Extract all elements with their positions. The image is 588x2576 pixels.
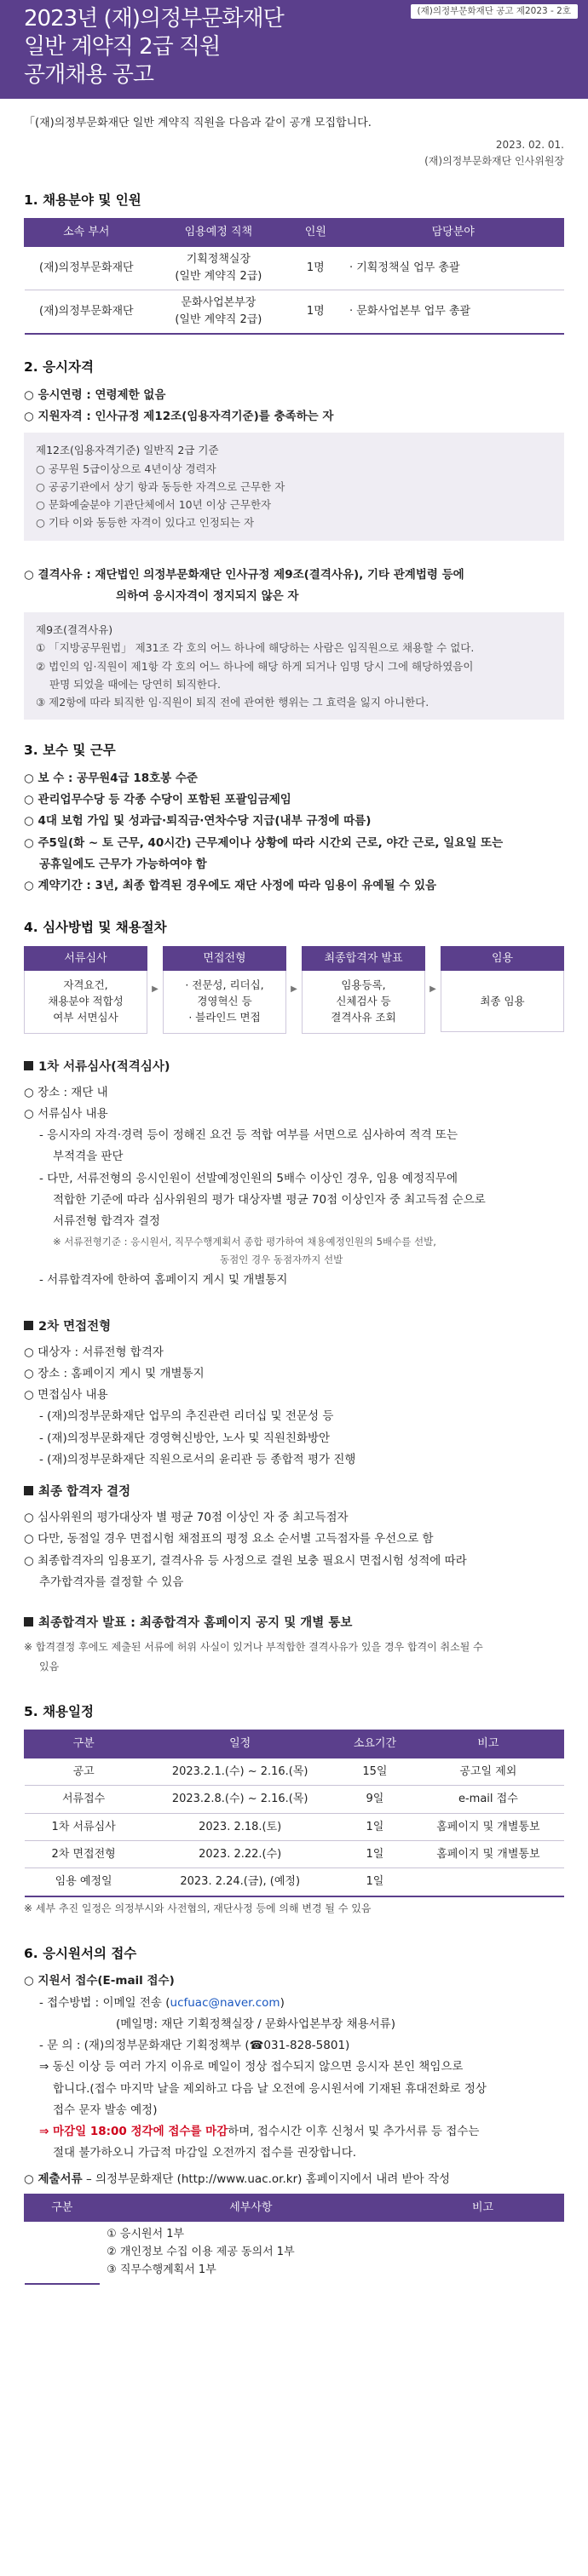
flow-step-title: 임용 <box>441 946 564 971</box>
flow-step-title: 서류심사 <box>24 946 147 971</box>
subsection-label: 2차 면접전형 <box>38 1319 112 1334</box>
subsection-label: 최종합격자 발표 : 최종합격자 홈페이지 공지 및 개별 통보 <box>38 1616 353 1631</box>
flow-text: 채용분야 적합성 <box>48 995 124 1008</box>
table-header: 소요기간 <box>337 1730 413 1758</box>
document-item: ② 개인정보 수집 이용 제공 동의서 1부 <box>107 2246 295 2259</box>
table-row <box>25 1758 564 1785</box>
table-cell: 2023. 2.18.(토) <box>143 1813 337 1840</box>
text-line: ○ 장소 : 홈페이지 게시 및 개별통지 <box>24 1366 205 1380</box>
section-title: 5. 채용일정 <box>24 1703 94 1719</box>
intro-text: 「(재)의정부문화재단 일반 계약직 직원을 다음과 같이 공개 모집합니다. <box>24 117 372 129</box>
table-cell: 2023. 2.22.(수) <box>143 1841 337 1868</box>
qualification-box <box>24 433 564 540</box>
footnote-line: ※ 합격결정 후에도 제출된 서류에 허위 사실이 있거나 부적합한 결격사유가 있을 경우 합격이 취소될 수 <box>24 1641 483 1654</box>
text-line: 적합한 기준에 따라 심사위원의 평가 대상자별 평균 70점 이상인자 중 최고득점 순으로 <box>53 1192 486 1207</box>
text-line: 서류전형 합격자 결정 <box>53 1214 160 1229</box>
disqualification-line: 의하여 응시자격이 정지되지 않은 자 <box>116 588 299 603</box>
text-line: ⇒ 동신 이상 등 여러 가지 이유로 메일이 정상 접수되지 않으면 응시자 본인 책임으로 <box>39 2060 464 2074</box>
table-cell: 1차 서류심사 <box>25 1813 143 1840</box>
arrow-icon: ▶ <box>429 984 436 995</box>
text-line: 합니다.(접수 마지막 날을 제외하고 다음 날 오전에 응시원서에 기재된 휴대전화로 정상 <box>53 2081 487 2096</box>
flow-text: · 전문성, 리더십, <box>185 978 264 992</box>
table-row <box>25 2222 564 2284</box>
position-grade: (일반 계약직 2급) <box>175 269 262 283</box>
square-bullet-icon <box>24 1321 33 1330</box>
title-line: 2023년 (재)의정부문화재단 <box>24 6 284 32</box>
schedule-table <box>24 1730 564 1897</box>
table-cell: (재)의정부문화재단 <box>25 290 149 334</box>
table-header: 구분 <box>25 2194 101 2221</box>
documents-line <box>24 2170 564 2189</box>
flow-step-title: 최종합격자 발표 <box>302 946 425 971</box>
text-span: ) <box>280 1995 285 2010</box>
table-cell <box>148 290 289 334</box>
disqualification-line: ○ 결격사유 : 재단법인 의정부문화재단 인사규정 제9조(결격사유), 기타 관계법령 등에 <box>24 567 464 582</box>
flow-text: · 블라인드 면접 <box>188 1010 261 1024</box>
signer: (재)의정부문화재단 인사위원장 <box>424 155 564 168</box>
title-line: 일반 계약직 2급 직원 <box>24 33 221 60</box>
table-header: 인원 <box>289 219 343 246</box>
flow-text: 여부 서면심사 <box>53 1010 118 1024</box>
pay-line: 공휴일에도 근무가 가능하여야 함 <box>39 857 207 871</box>
square-bullet-icon <box>24 1486 33 1495</box>
text-line: - (재)의정부문화재단 업무의 추진관련 리더십 및 전문성 등 <box>39 1409 334 1424</box>
flow-text: 결격사유 조회 <box>331 1010 396 1024</box>
table-cell: 임용 예정일 <box>25 1868 143 1896</box>
section-title: 3. 보수 및 근무 <box>24 743 116 759</box>
footnote-line: 동점인 경우 동점자까지 선발 <box>220 1254 343 1266</box>
box-line: ① 「지방공무원법」 제31조 각 호의 어느 하나에 해당하는 사람은 임직원으로 채용할 수 없다. <box>36 641 475 655</box>
box-line: ○ 기타 이와 동등한 자격이 있다고 인정되는 자 <box>36 516 255 530</box>
announce-date: 2023. 02. 01. <box>495 139 564 152</box>
table-cell: (재)의정부문화재단 <box>25 246 149 290</box>
text-line: ○ 지원서 접수(E-mail 접수) <box>24 1974 175 1988</box>
text-line: ○ 서류심사 내용 <box>24 1106 108 1121</box>
position-name: 문화사업본부장 <box>181 295 257 309</box>
email-link[interactable]: ucfuac@naver.com <box>170 1995 280 2010</box>
flow-text: 경영혁신 등 <box>197 995 252 1008</box>
pay-line: ○ 4대 보험 가입 및 성과급·퇴직금·연차수당 지급(내부 규정에 따름) <box>24 814 372 829</box>
position-grade: (일반 계약직 2급) <box>175 313 262 327</box>
flow-text: 신체검사 등 <box>336 995 391 1008</box>
box-line: ③ 제2항에 따라 퇴직한 임·직원이 퇴직 전에 관여한 행위는 그 효력을 잃지 아니한다. <box>36 696 429 709</box>
square-bullet-icon <box>24 1061 33 1070</box>
footnote-line: ※ 서류전형기준 : 응시원서, 직무수행계획서 종합 평가하여 채용예정인원의 5배수를 선발, <box>53 1235 436 1248</box>
text-line: ○ 최종합격자의 임용포기, 결격사유 등 사정으로 결원 보충 필요시 면접시험 성적에 따라 <box>24 1553 467 1568</box>
deadline-highlight: ⇒ 마감일 18:00 정각에 접수를 마감 <box>39 2125 228 2139</box>
document-item: ③ 직무수행계획서 1부 <box>107 2263 216 2276</box>
box-line: ○ 공무원 5급이상으로 4년이상 경력자 <box>36 462 216 475</box>
pay-line: ○ 관리업무수당 등 각종 수당이 포함된 포괄임금제임 <box>24 793 291 807</box>
table-cell: 1명 <box>289 290 343 334</box>
flow-step <box>163 946 286 1034</box>
table-header: 임용예정 직책 <box>148 219 289 246</box>
pay-line: ○ 계약기간 : 3년, 최종 합격된 경우에도 재단 사정에 따라 임용이 유예될 수 있음 <box>24 879 437 893</box>
flow-step-body <box>24 971 147 1033</box>
table-cell: 1일 <box>337 1813 413 1840</box>
text-line: - (재)의정부문화재단 경영혁신방안, 노사 및 직원친화방안 <box>39 1431 331 1445</box>
subsection-title <box>24 1614 564 1634</box>
flow-text: 자격요건, <box>63 978 108 992</box>
table-header: 비고 <box>402 2194 564 2221</box>
table-row <box>25 290 564 334</box>
text-line: - 다만, 서류전형의 응시인원이 선발예정인원의 5배수 이상인 경우, 임용 예정직무에 <box>39 1171 458 1185</box>
hero-banner <box>0 0 588 99</box>
flow-step-body <box>441 971 564 1032</box>
table-header: 세부사항 <box>100 2194 401 2221</box>
table-header: 일정 <box>143 1730 337 1758</box>
table-cell <box>412 1868 563 1896</box>
position-name: 기획정책실장 <box>186 252 251 266</box>
age-line: ○ 응시연령 : 연령제한 없음 <box>24 387 166 402</box>
date-block <box>24 137 564 169</box>
text-span: - 접수방법 : 이메일 전송 ( <box>39 1995 170 2010</box>
subsection-label: 최종 합격자 결정 <box>38 1485 131 1500</box>
disqualification-box <box>24 612 564 720</box>
table-cell: 1일 <box>337 1868 413 1896</box>
text-line: 추가합격자를 결정할 수 있음 <box>39 1575 184 1589</box>
text-line: 부적격을 판단 <box>53 1150 124 1164</box>
table-cell: 2차 면접전형 <box>25 1841 143 1868</box>
subsection-title <box>24 1483 564 1503</box>
subsection-label: 1차 서류심사(적격심사) <box>38 1059 170 1074</box>
process-flow <box>24 946 564 1034</box>
text-line: 접수 문자 발송 예정) <box>53 2103 158 2117</box>
square-bullet-icon <box>24 1617 33 1626</box>
box-line: ② 법인의 임·직원이 제1항 각 호의 어느 하나에 해당 하게 되거나 임명 당시 그에 해당하였음이 <box>36 659 474 673</box>
text-span: 하며, 접수시간 이후 신청서 및 추가서류 등 접수는 <box>228 2125 480 2139</box>
text-span: ○ 제출서류 <box>24 2172 83 2186</box>
submission-method <box>24 1994 564 2012</box>
flow-step <box>24 946 147 1034</box>
table-cell: · 기획정책실 업무 총괄 <box>343 246 564 290</box>
text-line: - 서류합격자에 한하여 홈페이지 게시 및 개별통지 <box>39 1273 288 1288</box>
deadline-line <box>24 2122 564 2141</box>
text-line: ○ 대상자 : 서류전형 합격자 <box>24 1345 164 1359</box>
table-row <box>25 246 564 290</box>
table-cell: 2023.2.1.(수) ~ 2.16.(목) <box>143 1758 337 1785</box>
table-row <box>25 1786 564 1813</box>
section-title: 2. 응시자격 <box>24 359 94 376</box>
table-cell: 공고일 제외 <box>412 1758 563 1785</box>
table-cell: 1명 <box>289 246 343 290</box>
table-cell: 공고 <box>25 1758 143 1785</box>
flow-step <box>302 946 425 1034</box>
box-title: 제12조(임용자격기준) 일반직 2급 기준 <box>36 444 219 457</box>
table-cell: 9일 <box>337 1786 413 1813</box>
flow-step-title: 면접전형 <box>163 946 286 971</box>
flow-step-body <box>163 971 286 1033</box>
box-line: ○ 공공기관에서 상기 항과 동등한 자격으로 근무한 자 <box>36 479 285 493</box>
text-line: ○ 면접심사 내용 <box>24 1388 108 1403</box>
subsection-title <box>24 1058 564 1078</box>
table-row <box>25 1813 564 1840</box>
section-title: 6. 응시원서의 접수 <box>24 1945 137 1961</box>
text-line: ○ 심사위원의 평가대상자 별 평균 70점 이상인 자 중 최고득점자 <box>24 1511 349 1525</box>
table-cell <box>148 246 289 290</box>
flow-text: 임용등록, <box>341 978 386 992</box>
text-line: - 문 의 : (재)의정부문화재단 기획정책부 (☎031-828-5801) <box>39 2039 350 2053</box>
document-item: ① 응시원서 1부 <box>107 2228 185 2241</box>
section-title: 4. 심사방법 및 채용절차 <box>24 920 167 936</box>
table-cell: 2023.2.8.(수) ~ 2.16.(목) <box>143 1786 337 1813</box>
qualification-line: ○ 지원자격 : 인사규정 제12조(임용자격기준)를 충족하는 자 <box>24 410 334 424</box>
flow-text: 최종 임용 <box>480 994 525 1007</box>
table-cell: 서류접수 <box>25 1786 143 1813</box>
table-cell: 홈페이지 및 개별통보 <box>412 1813 563 1840</box>
text-line: - 응시자의 자격·경력 등이 정해진 요건 등 적합 여부를 서면으로 심사하여 적격 또는 <box>39 1128 458 1143</box>
table-cell: e-mail 접수 <box>412 1786 563 1813</box>
announcement-body <box>0 99 588 2285</box>
table-header: 소속 부서 <box>25 219 149 246</box>
table-header: 담당분야 <box>343 219 564 246</box>
text-span: – 의정부문화재단 (http://www.uac.or.kr) 홈페이지에서 내려 받아 작성 <box>82 2172 451 2186</box>
table-row <box>25 1841 564 1868</box>
table-cell <box>402 2222 564 2284</box>
flow-step-body <box>302 971 425 1033</box>
footnote-line: 있음 <box>39 1660 60 1672</box>
table-cell: 홈페이지 및 개별통보 <box>412 1841 563 1868</box>
arrow-icon: ▶ <box>291 984 297 995</box>
text-line: ○ 다만, 동점일 경우 면접시험 채점표의 평정 요소 순서별 고득점자를 우선으로 함 <box>24 1532 434 1546</box>
pay-line: ○ 보 수 : 공무원4급 18호봉 수준 <box>24 771 198 785</box>
text-line: ○ 장소 : 재단 내 <box>24 1085 108 1099</box>
pay-line: ○ 주5일(화 ~ 토 근무, 40시간) 근무제이나 상황에 따라 시간외 근로, 야간 근로, 일요일 또는 <box>24 835 504 850</box>
arrow-icon: ▶ <box>152 984 159 995</box>
footnote-line: ※ 세부 추진 일정은 의정부시와 사전협의, 재단사정 등에 의해 변경 될 수 있음 <box>24 1902 372 1914</box>
section-title: 1. 채용분야 및 인원 <box>24 192 141 208</box>
table-cell: 15일 <box>337 1758 413 1785</box>
text-line: - (재)의정부문화재단 직원으로서의 윤리관 등 종합적 평가 진행 <box>39 1452 356 1466</box>
positions-table <box>24 218 564 335</box>
text-line: (메일명: 재단 기획정책실장 / 문화사업본부장 채용서류) <box>116 2017 395 2031</box>
documents-table <box>24 2194 564 2285</box>
table-cell: 1일 <box>337 1841 413 1868</box>
table-row <box>25 1868 564 1896</box>
subsection-title <box>24 1317 564 1338</box>
box-title: 제9조(결격사유) <box>36 623 113 637</box>
notice-number-tag: (재)의정부문화재단 공고 제2023 - 2호 <box>411 4 578 19</box>
title-line: 공개채용 공고 <box>24 61 153 88</box>
table-cell <box>100 2222 401 2284</box>
flow-step <box>441 946 564 1034</box>
text-line: 절대 불가하오니 가급적 마감일 오전까지 접수를 권장합니다. <box>53 2146 357 2160</box>
table-header: 구분 <box>25 1730 143 1758</box>
table-cell: · 문화사업본부 업무 총괄 <box>343 290 564 334</box>
table-cell: 2023. 2.24.(금), (예정) <box>143 1868 337 1896</box>
box-line: ○ 문화예술분야 기관단체에서 10년 이상 근무한자 <box>36 498 272 512</box>
table-cell <box>25 2222 101 2284</box>
box-line: 판명 되었을 때에는 당연히 퇴직한다. <box>49 677 221 691</box>
table-header: 비고 <box>412 1730 563 1758</box>
